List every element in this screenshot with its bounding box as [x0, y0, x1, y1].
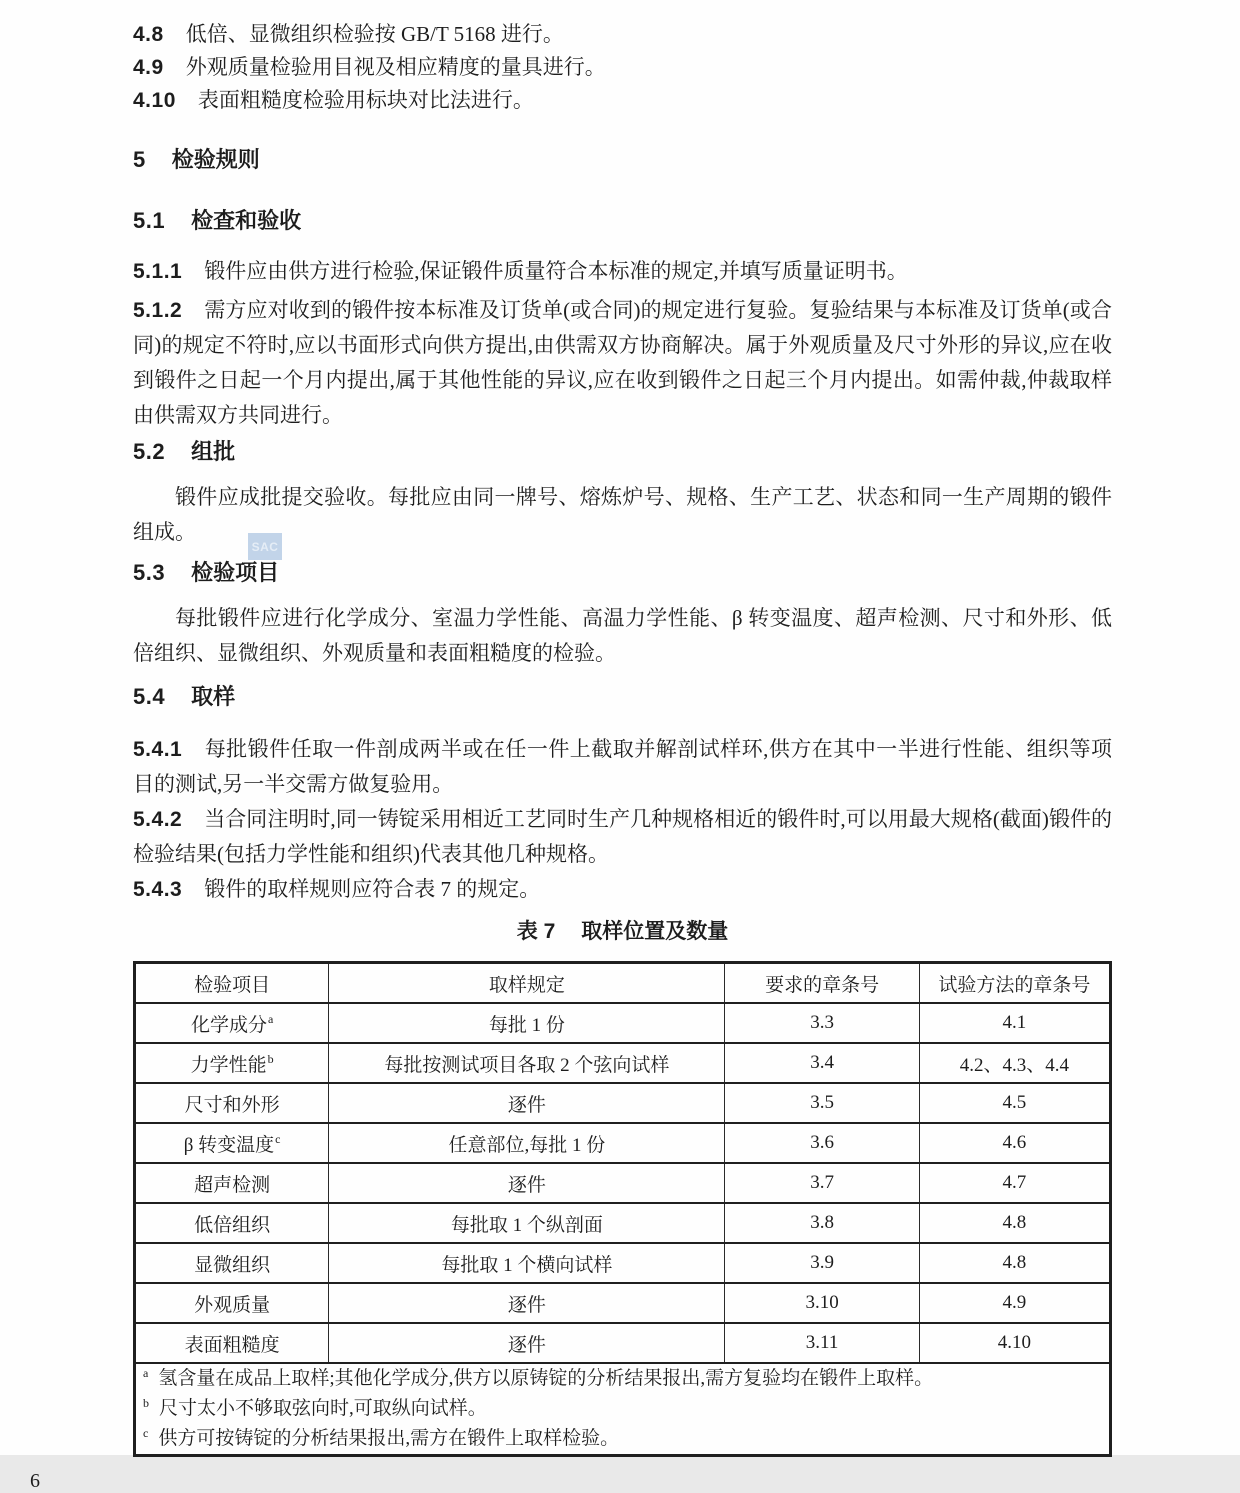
table-row [135, 1083, 1111, 1123]
table-caption: 取样位置及数量 [581, 920, 729, 943]
section-number: 5.3 [133, 560, 166, 585]
table-7-sampling [133, 961, 1112, 1457]
table-row [135, 1323, 1111, 1363]
paragraph-5-3: 每批锻件应进行化学成分、室温力学性能、高温力学性能、β 转变温度、超声检测、尺寸和外形、低倍组织、显微组织、外观质量和表面粗糙度的检验。 [133, 606, 1112, 665]
cell-test-method-clause: 4.8 [919, 1203, 1110, 1243]
clause-5-1-2 [133, 293, 1112, 433]
footnote-marker: c [143, 1425, 149, 1440]
cell-inspection-item: 尺寸和外形 [135, 1083, 329, 1123]
footnote-marker: c [275, 1132, 281, 1147]
clause-number: 5.4.1 [133, 738, 183, 761]
cell-sampling-rule: 每批取 1 个纵剖面 [329, 1203, 725, 1243]
clause-text: 每批锻件任取一件剖成两半或在任一件上截取并解剖试样环,供方在其中一半进行性能、组织等项目的测试,另一半交需方做复验用。 [133, 737, 1112, 796]
section-title: 检验规则 [171, 147, 260, 172]
clause-number: 4.9 [133, 56, 164, 79]
clause-number: 5.1.2 [133, 299, 183, 322]
column-header-sampling: 取样规定 [329, 963, 725, 1004]
cell-sampling-rule: 任意部位,每批 1 份 [329, 1123, 725, 1163]
cell-inspection-item: β 转变温度$^c$ [135, 1123, 329, 1163]
section-5-heading [133, 147, 1112, 173]
table-row [135, 1003, 1111, 1043]
cell-sampling-rule: 逐件 [329, 1323, 725, 1363]
clause-number: 5.4.2 [133, 808, 183, 831]
cell-inspection-item: 显微组织 [135, 1243, 329, 1283]
clause-number: 5.1.1 [133, 260, 183, 283]
cell-test-method-clause: 4.7 [919, 1163, 1110, 1203]
cell-test-method-clause: 4.5 [919, 1083, 1110, 1123]
cell-test-method-clause: 4.9 [919, 1283, 1110, 1323]
cell-inspection-item: 低倍组织 [135, 1203, 329, 1243]
section-5-4-heading [133, 684, 1112, 710]
footnote-marker: b [267, 1052, 274, 1067]
table-footnote-row [135, 1363, 1111, 1456]
cell-requirement-clause: 3.11 [725, 1323, 919, 1363]
cell-sampling-rule: 逐件 [329, 1083, 725, 1123]
cell-requirement-clause: 3.6 [725, 1123, 919, 1163]
cell-sampling-rule: 逐件 [329, 1163, 725, 1203]
cell-requirement-clause: 3.3 [725, 1003, 919, 1043]
clause-4-9 [133, 51, 1112, 84]
table-7-title [133, 917, 1112, 947]
footnote-marker: a [143, 1365, 149, 1380]
cell-test-method-clause: 4.2、4.3、4.4 [919, 1043, 1110, 1083]
section-title: 组批 [191, 439, 236, 464]
table-row [135, 1043, 1111, 1083]
clause-text: 当合同注明时,同一铸锭采用相近工艺同时生产几种规格相近的锻件时,可以用最大规格(截面)锻件的检验结果(包括力学性能和组织)代表其他几种规格。 [133, 807, 1112, 866]
clause-5-4-1 [133, 732, 1112, 802]
section-5-3-heading [133, 560, 1112, 586]
table-footnote: $^c$ 供方可按铸锭的分析结果报出,需方在锻件上取样检验。 [143, 1425, 620, 1449]
table-row [135, 1243, 1111, 1283]
cell-sampling-rule: 逐件 [329, 1283, 725, 1323]
table-label: 表 7 [516, 920, 556, 943]
cell-inspection-item: 外观质量 [135, 1283, 329, 1323]
cell-inspection-item: 力学性能$^b$ [135, 1043, 329, 1083]
clause-text: 锻件应由供方进行检验,保证锻件质量符合本标准的规定,并填写质量证明书。 [204, 259, 908, 283]
clause-number: 4.8 [133, 23, 164, 46]
section-number: 5.2 [133, 439, 166, 464]
cell-requirement-clause: 3.7 [725, 1163, 919, 1203]
table-footnote: $^b$ 尺寸太小不够取弦向时,可取纵向试样。 [143, 1395, 487, 1419]
cell-test-method-clause: 4.8 [919, 1243, 1110, 1283]
cell-test-method-clause: 4.6 [919, 1123, 1110, 1163]
section-5-1-heading [133, 208, 1112, 234]
footnote-marker: a [267, 1012, 274, 1027]
clause-text: 外观质量检验用目视及相应精度的量具进行。 [185, 55, 606, 79]
cell-test-method-clause: 4.10 [919, 1323, 1110, 1363]
cell-sampling-rule: 每批 1 份 [329, 1003, 725, 1043]
clause-4-10 [133, 84, 1112, 117]
page-number: 6 [30, 1470, 40, 1492]
section-title: 检查和验收 [191, 208, 302, 233]
column-header-requirement-clause: 要求的章条号 [725, 963, 919, 1004]
cell-requirement-clause: 3.9 [725, 1243, 919, 1283]
cell-requirement-clause: 3.5 [725, 1083, 919, 1123]
sac-watermark: SAC [248, 533, 282, 560]
clause-5-1-1 [133, 254, 1112, 289]
paragraph-5-2: 锻件应成批提交验收。每批应由同一牌号、熔炼炉号、规格、生产工艺、状态和同一生产周期的锻件组成。 [133, 485, 1112, 544]
cell-sampling-rule: 每批按测试项目各取 2 个弦向试样 [329, 1043, 725, 1083]
table-header-row [135, 963, 1111, 1004]
clause-5-4-3 [133, 872, 1112, 907]
clause-text: 锻件的取样规则应符合表 7 的规定。 [204, 877, 541, 901]
clause-text: 表面粗糙度检验用标块对比法进行。 [197, 88, 534, 112]
table-row [135, 1123, 1111, 1163]
cell-inspection-item: 超声检测 [135, 1163, 329, 1203]
column-header-item: 检验项目 [135, 963, 329, 1004]
cell-requirement-clause: 3.10 [725, 1283, 919, 1323]
section-number: 5.1 [133, 208, 166, 233]
table-row [135, 1163, 1111, 1203]
clause-number: 4.10 [133, 89, 176, 112]
table-row [135, 1203, 1111, 1243]
cell-requirement-clause: 3.4 [725, 1043, 919, 1083]
clause-number: 5.4.3 [133, 878, 183, 901]
table-footnote: $^a$ 氢含量在成品上取样;其他化学成分,供方以原铸锭的分析结果报出,需方复验均在锻件上取样。 [143, 1365, 934, 1389]
cell-inspection-item: 化学成分$^a$ [135, 1003, 329, 1043]
clause-text: 低倍、显微组织检验按 GB/T 5168 进行。 [185, 22, 564, 46]
clause-4-8 [133, 18, 1112, 51]
cell-sampling-rule: 每批取 1 个横向试样 [329, 1243, 725, 1283]
clause-text: 需方应对收到的锻件按本标准及订货单(或合同)的规定进行复验。复验结果与本标准及订货单(或合同)的规定不符时,应以书面形式向供方提出,由供需双方协商解决。属于外观质量及尺寸外形的异议,应在收到锻件之日起一个月内提出,属于其他性能的异议,应在收到锻件之日起三个月内提出。如需仲裁,仲裁取样由供需双方共同进行。 [133, 298, 1112, 427]
cell-inspection-item: 表面粗糙度 [135, 1323, 329, 1363]
table-row [135, 1283, 1111, 1323]
footnote-marker: b [143, 1395, 149, 1410]
section-5-2-heading [133, 439, 1112, 465]
cell-requirement-clause: 3.8 [725, 1203, 919, 1243]
section-title: 取样 [191, 684, 236, 709]
section-number: 5 [133, 147, 146, 172]
footnote-cell [135, 1363, 1111, 1456]
sample-table-body [135, 1003, 1111, 1363]
cell-test-method-clause: 4.1 [919, 1003, 1110, 1043]
clause-5-4-2 [133, 802, 1112, 872]
section-number: 5.4 [133, 684, 166, 709]
section-title: 检验项目 [191, 560, 280, 585]
column-header-test-method-clause: 试验方法的章条号 [919, 963, 1110, 1004]
